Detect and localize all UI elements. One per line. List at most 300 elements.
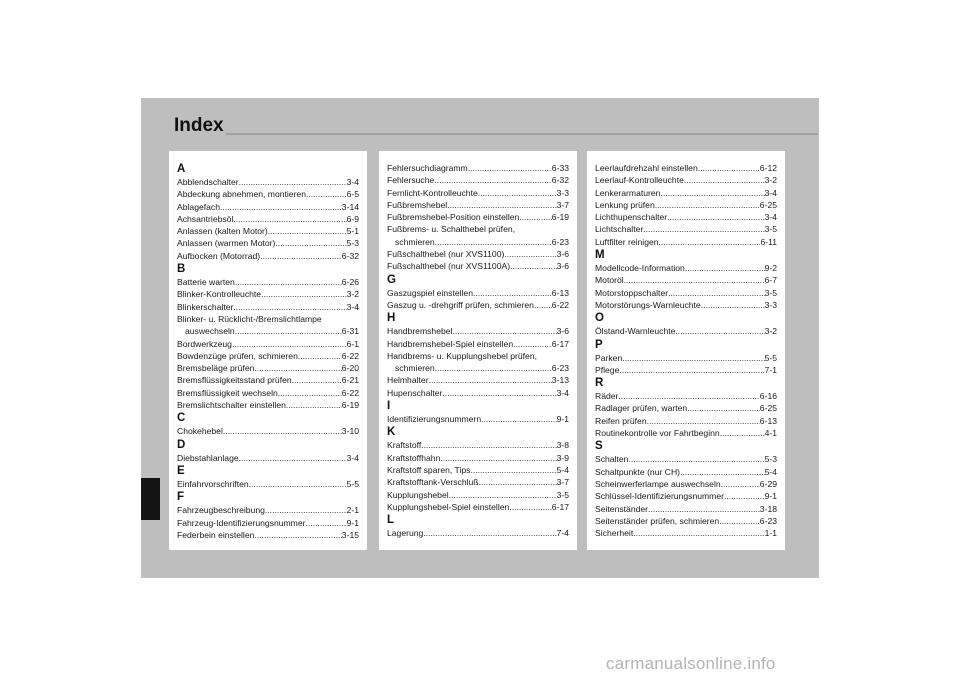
index-entry bbox=[387, 464, 569, 476]
dot-leader bbox=[429, 374, 552, 386]
section-letter: A bbox=[177, 163, 186, 175]
entry-text: Sicherheit bbox=[595, 528, 634, 539]
dot-leader bbox=[668, 287, 764, 299]
entry-text: Motorstörungs-Warnleuchte bbox=[595, 299, 701, 310]
dot-leader bbox=[618, 390, 759, 402]
dot-leader bbox=[286, 399, 342, 411]
index-entry bbox=[595, 466, 777, 478]
entry-text: Bowdenzüge prüfen, schmieren bbox=[177, 350, 298, 361]
entry-page: 3-6 bbox=[556, 261, 569, 272]
index-entry bbox=[387, 452, 569, 464]
entry-text: Ablagefach bbox=[177, 201, 221, 212]
dot-leader bbox=[504, 248, 556, 260]
index-entry bbox=[177, 338, 359, 350]
index-group bbox=[177, 412, 359, 437]
entry-text: Leerlaufdrehzahl einstellen bbox=[595, 163, 698, 173]
entry-page: 6-7 bbox=[764, 275, 777, 286]
entry-text: Kraftstoffhahn bbox=[387, 452, 441, 463]
entry-page: 3-4 bbox=[556, 387, 569, 398]
entry-text: Bremsflüssigkeit wechseln bbox=[177, 387, 278, 398]
entry-text: Fernlicht-Kontrolleuchte bbox=[387, 187, 478, 198]
entry-text: schmieren bbox=[395, 363, 435, 374]
index-entry bbox=[387, 501, 569, 513]
section-letter: G bbox=[387, 273, 396, 286]
entry-page: 6-13 bbox=[759, 415, 777, 426]
entry-page: 3-13 bbox=[551, 375, 569, 386]
dot-leader bbox=[435, 236, 552, 248]
entry-page: 6-22 bbox=[341, 350, 359, 361]
entry-page: 3-6 bbox=[556, 326, 569, 337]
section-letter: D bbox=[177, 438, 186, 451]
entry-text: Federbein einstellen bbox=[177, 529, 255, 540]
entry-text: Lagerung bbox=[387, 528, 424, 539]
index-entry bbox=[177, 387, 359, 399]
index-entry bbox=[595, 199, 777, 211]
index-entry bbox=[595, 478, 777, 490]
entry-page: 5-4 bbox=[764, 466, 777, 477]
section-letter: M bbox=[595, 249, 605, 262]
dot-leader bbox=[510, 260, 556, 272]
dot-leader bbox=[720, 427, 765, 439]
entry-page: 3-4 bbox=[764, 187, 777, 198]
index-entry bbox=[177, 250, 359, 262]
entry-page: 9-1 bbox=[556, 414, 569, 425]
entry-page: 6-32 bbox=[551, 175, 569, 186]
dot-leader bbox=[249, 478, 347, 490]
entry-text: Blinkerschalter bbox=[177, 301, 234, 312]
entry-page: 1-1 bbox=[764, 528, 777, 539]
entry-page: 3-15 bbox=[341, 529, 359, 540]
entry-page: 3-3 bbox=[556, 187, 569, 198]
entry-page: 5-4 bbox=[556, 464, 569, 475]
entry-page: 5-1 bbox=[346, 226, 359, 237]
entry-text: Lichthupenschalter bbox=[595, 212, 668, 223]
index-entry bbox=[387, 187, 569, 199]
entry-text: Bremslichtschalter einstellen bbox=[177, 400, 286, 411]
section-letter: S bbox=[595, 440, 603, 453]
entry-page: 3-9 bbox=[556, 452, 569, 463]
entry-page: 3-18 bbox=[759, 503, 777, 514]
dot-leader bbox=[534, 299, 552, 311]
entry-page: 6-19 bbox=[551, 212, 569, 223]
section-letter: K bbox=[387, 426, 396, 439]
entry-text: Fußbremshebel-Position einstellen bbox=[387, 212, 520, 223]
dot-leader bbox=[687, 402, 760, 414]
entry-page: 9-1 bbox=[346, 517, 359, 528]
index-entry bbox=[595, 187, 777, 199]
dot-leader bbox=[719, 515, 760, 527]
index-group bbox=[595, 162, 777, 248]
index-entry bbox=[595, 415, 777, 427]
dot-leader bbox=[278, 387, 342, 399]
entry-text: Gaszug u. -drehgriff prüfen, schmieren bbox=[387, 299, 534, 310]
entry-text: Ölstand-Warnleuchte bbox=[595, 326, 676, 337]
entry-text: Blinker-Kontrolleuchte bbox=[177, 289, 262, 300]
entry-page: 5-3 bbox=[346, 238, 359, 249]
entry-page: 6-22 bbox=[341, 387, 359, 398]
index-entry bbox=[387, 299, 569, 311]
entry-text: Reifen prüfen bbox=[595, 415, 647, 426]
index-entry bbox=[387, 260, 569, 272]
entry-text: Anlassen (kalten Motor) bbox=[177, 226, 268, 237]
entry-text: Diebstahlanlage bbox=[177, 452, 239, 463]
dot-leader bbox=[239, 176, 347, 188]
dot-leader bbox=[478, 187, 557, 199]
entry-text: Routinekontrolle vor Fahrtbeginn bbox=[595, 428, 720, 439]
entry-page: 3-5 bbox=[556, 489, 569, 500]
entry-text: Parken bbox=[595, 352, 623, 363]
dot-leader bbox=[268, 225, 347, 237]
entry-page: 5-3 bbox=[764, 454, 777, 465]
entry-text: Fahrzeugbeschreibung bbox=[177, 505, 265, 516]
entry-text: Handbremshebel bbox=[387, 326, 453, 337]
index-entry bbox=[387, 211, 569, 223]
dot-leader bbox=[434, 174, 552, 186]
entry-page: 6-23 bbox=[551, 363, 569, 374]
index-group bbox=[177, 163, 359, 262]
entry-page: 6-31 bbox=[341, 326, 359, 337]
index-entry bbox=[595, 325, 777, 337]
entry-text: Motoröl bbox=[595, 275, 624, 286]
index-group bbox=[595, 312, 777, 337]
dot-leader bbox=[509, 501, 551, 513]
title-rule bbox=[226, 133, 818, 135]
entry-text: Lenkerarmaturen bbox=[595, 187, 661, 198]
entry-page: 3-2 bbox=[346, 289, 359, 300]
index-entry bbox=[177, 237, 359, 249]
index-entry bbox=[595, 390, 777, 402]
dot-leader bbox=[619, 364, 764, 376]
index-entry bbox=[177, 452, 359, 464]
entry-page: 3-7 bbox=[556, 199, 569, 210]
dot-leader bbox=[622, 352, 764, 364]
entry-text: Anlassen (warmen Motor) bbox=[177, 238, 276, 249]
index-entry bbox=[177, 529, 359, 541]
entry-text: Bremsbeläge prüfen bbox=[177, 363, 255, 374]
dot-leader bbox=[235, 325, 342, 337]
section-letter: E bbox=[177, 464, 185, 477]
entry-text: Chokehebel bbox=[177, 426, 223, 437]
entry-text: Gaszugspiel einstellen bbox=[387, 287, 473, 298]
entry-text: Lenkung prüfen bbox=[595, 199, 655, 210]
entry-page: 6-33 bbox=[551, 163, 569, 173]
entry-page: 6-16 bbox=[759, 391, 777, 402]
section-letter: L bbox=[387, 514, 395, 527]
entry-text: Fußschalthebel (nur XVS1100A) bbox=[387, 261, 511, 272]
index-entry bbox=[387, 489, 569, 501]
index-entry bbox=[387, 174, 569, 186]
index-entry bbox=[387, 162, 569, 174]
dot-leader bbox=[447, 199, 556, 211]
entry-text: Leerlauf-Kontrolleuchte bbox=[595, 175, 684, 186]
index-entry bbox=[595, 174, 777, 186]
entry-text: Kraftstoff sparen, Tips bbox=[387, 464, 471, 475]
index-group bbox=[387, 426, 569, 513]
index-entry bbox=[595, 211, 777, 223]
index-group bbox=[177, 491, 359, 541]
entry-page: 6-21 bbox=[341, 375, 359, 386]
entry-text: Bordwerkzeug bbox=[177, 338, 232, 349]
entry-text: Fahrzeug-Identifizierungsnummer bbox=[177, 517, 306, 528]
entry-page: 3-4 bbox=[346, 177, 359, 187]
dot-leader bbox=[220, 201, 342, 213]
entry-page: 6-9 bbox=[346, 213, 359, 224]
entry-page: 3-2 bbox=[764, 175, 777, 186]
entry-text: Modellcode-Information bbox=[595, 263, 685, 274]
dot-leader bbox=[261, 288, 347, 300]
entry-page: 6-22 bbox=[551, 299, 569, 310]
index-entry bbox=[387, 236, 569, 248]
index-entry bbox=[387, 248, 569, 260]
entry-page: 6-11 bbox=[760, 236, 777, 247]
index-entry bbox=[595, 427, 777, 439]
dot-leader bbox=[298, 350, 342, 362]
entry-text: Abdeckung abnehmen, montieren bbox=[177, 189, 306, 200]
entry-page: 3-7 bbox=[556, 477, 569, 488]
dot-leader bbox=[667, 211, 764, 223]
entry-page: 6-19 bbox=[341, 400, 359, 411]
entry-text: Luftfilter reinigen bbox=[595, 236, 659, 247]
entry-text: Lichtschalter bbox=[595, 224, 644, 235]
entry-page: 7-1 bbox=[764, 364, 777, 375]
index-entry bbox=[177, 201, 359, 213]
dot-leader bbox=[473, 287, 552, 299]
dot-leader bbox=[648, 503, 760, 515]
index-entry bbox=[387, 439, 569, 451]
index-entry bbox=[387, 287, 569, 299]
index-entry bbox=[177, 478, 359, 490]
index-entry bbox=[387, 374, 569, 386]
index-entry bbox=[595, 453, 777, 465]
index-group bbox=[177, 439, 359, 464]
index-entry bbox=[177, 425, 359, 437]
entry-text: schmieren bbox=[395, 236, 435, 247]
page-title: Index bbox=[174, 115, 224, 136]
entry-text: Identifizierungsnummern bbox=[387, 414, 482, 425]
entry-page: 6-26 bbox=[341, 277, 359, 288]
index-entry bbox=[177, 213, 359, 225]
dot-leader bbox=[306, 517, 347, 529]
entry-page: 3-3 bbox=[764, 299, 777, 310]
index-entry bbox=[387, 387, 569, 399]
dot-leader bbox=[479, 476, 557, 488]
dot-leader bbox=[685, 262, 765, 274]
entry-text: Motorstoppschalter bbox=[595, 287, 669, 298]
entry-text: Fehlersuchdiagramm bbox=[387, 163, 468, 173]
dot-leader bbox=[440, 452, 556, 464]
entry-page: 6-12 bbox=[759, 163, 777, 173]
dot-leader bbox=[449, 489, 557, 501]
dot-leader bbox=[698, 162, 760, 174]
index-entry bbox=[595, 262, 777, 274]
entry-page: 3-10 bbox=[341, 426, 359, 437]
dot-leader bbox=[721, 478, 760, 490]
entry-text: Schalten bbox=[595, 454, 629, 465]
entry-page: 3-5 bbox=[764, 287, 777, 298]
index-entry bbox=[387, 413, 569, 425]
dot-leader bbox=[628, 453, 764, 465]
index-group bbox=[387, 400, 569, 425]
dot-leader bbox=[233, 213, 346, 225]
dot-leader bbox=[452, 325, 556, 337]
entry-text: Helmhalter bbox=[387, 375, 429, 386]
entry-page: 7-4 bbox=[556, 528, 569, 539]
index-entry bbox=[177, 225, 359, 237]
dot-leader bbox=[223, 425, 342, 437]
index-group bbox=[387, 312, 569, 399]
section-letter: O bbox=[595, 312, 604, 325]
index-entry bbox=[177, 301, 359, 313]
entry-page: 5-5 bbox=[764, 352, 777, 363]
index-entry bbox=[595, 503, 777, 515]
entry-page: 3-2 bbox=[764, 326, 777, 337]
entry-text: Einfahrvorschriften bbox=[177, 478, 249, 489]
chapter-tab-marker bbox=[141, 478, 160, 520]
index-entry bbox=[177, 374, 359, 386]
dot-leader bbox=[254, 529, 341, 541]
entry-text: Batterie warten bbox=[177, 277, 235, 288]
dot-leader bbox=[435, 362, 552, 374]
index-entry bbox=[595, 364, 777, 376]
entry-page: 3-14 bbox=[341, 201, 359, 212]
dot-leader bbox=[659, 236, 761, 248]
dot-leader bbox=[660, 187, 764, 199]
index-entry bbox=[177, 504, 359, 516]
entry-page: 4-1 bbox=[764, 428, 777, 439]
index-entry bbox=[177, 313, 359, 325]
index-entry bbox=[595, 402, 777, 414]
index-entry bbox=[387, 362, 569, 374]
dot-leader bbox=[701, 299, 765, 311]
index-entry bbox=[387, 223, 569, 235]
entry-text: Aufbocken (Motorrad) bbox=[177, 250, 261, 261]
entry-text: Fußschalthebel (nur XVS1100) bbox=[387, 249, 505, 260]
entry-text: Fußbremshebel bbox=[387, 199, 448, 210]
entry-page: 6-20 bbox=[341, 363, 359, 374]
entry-text: Achsantriebsöl bbox=[177, 213, 234, 224]
dot-leader bbox=[239, 452, 347, 464]
entry-page: 6-5 bbox=[346, 189, 359, 200]
index-entry bbox=[595, 236, 777, 248]
index-entry bbox=[177, 325, 359, 337]
dot-leader bbox=[265, 504, 347, 516]
dot-leader bbox=[684, 174, 765, 186]
dot-leader bbox=[633, 527, 764, 539]
entry-page: 6-23 bbox=[759, 515, 777, 526]
entry-text: Bremsflüssigkeitsstand prüfen bbox=[177, 375, 292, 386]
entry-text: Handbremshebel-Spiel einstellen bbox=[387, 338, 514, 349]
dot-leader bbox=[647, 415, 760, 427]
entry-text: Fehlersuche bbox=[387, 175, 435, 186]
entry-text: auswechseln bbox=[185, 326, 235, 337]
dot-leader bbox=[235, 276, 342, 288]
entry-text: Kupplungshebel bbox=[387, 489, 449, 500]
dot-leader bbox=[275, 237, 346, 249]
index-entry bbox=[387, 476, 569, 488]
entry-text: Kraftstofftank-Verschluß bbox=[387, 477, 479, 488]
index-entry bbox=[177, 399, 359, 411]
index-entry bbox=[387, 338, 569, 350]
index-entry bbox=[595, 527, 777, 539]
dot-leader bbox=[306, 188, 347, 200]
entry-page: 6-17 bbox=[551, 338, 569, 349]
index-entry bbox=[387, 350, 569, 362]
entry-page: 3-4 bbox=[346, 452, 359, 463]
entry-text: Schlüssel-Identifizierungsnummer bbox=[595, 491, 724, 502]
entry-page: 6-23 bbox=[551, 236, 569, 247]
entry-text: Seitenständer prüfen, schmieren bbox=[595, 515, 720, 526]
dot-leader bbox=[481, 413, 556, 425]
index-entry bbox=[177, 176, 359, 188]
entry-page: 6-32 bbox=[341, 250, 359, 261]
dot-leader bbox=[232, 338, 347, 350]
entry-text: Schaltpunkte (nur CH) bbox=[595, 466, 681, 477]
index-entry bbox=[387, 199, 569, 211]
index-entry bbox=[595, 490, 777, 502]
dot-leader bbox=[624, 274, 765, 286]
entry-text: Kraftstoff bbox=[387, 440, 422, 451]
entry-text: Seitenständer bbox=[595, 503, 649, 514]
dot-leader bbox=[724, 490, 765, 502]
index-entry bbox=[595, 223, 777, 235]
entry-page: 3-6 bbox=[556, 249, 569, 260]
section-letter: P bbox=[595, 338, 603, 351]
index-group bbox=[595, 339, 777, 377]
section-letter: R bbox=[595, 377, 604, 390]
index-group bbox=[177, 263, 359, 411]
index-entry bbox=[177, 362, 359, 374]
index-column-2 bbox=[379, 151, 577, 550]
entry-page: 6-13 bbox=[551, 287, 569, 298]
index-entry bbox=[595, 515, 777, 527]
entry-page: 3-5 bbox=[764, 224, 777, 235]
entry-page: 2-1 bbox=[346, 505, 359, 516]
section-letter: I bbox=[387, 400, 391, 413]
entry-text: Kupplungshebel-Spiel einstellen bbox=[387, 501, 510, 512]
entry-page: 3-4 bbox=[346, 301, 359, 312]
entry-page: 6-1 bbox=[346, 338, 359, 349]
entry-page: 6-17 bbox=[551, 501, 569, 512]
dot-leader bbox=[675, 325, 764, 337]
index-entry bbox=[595, 274, 777, 286]
dot-leader bbox=[470, 464, 556, 476]
index-group bbox=[387, 162, 569, 273]
index-column-3 bbox=[587, 151, 785, 550]
dot-leader bbox=[423, 527, 556, 539]
index-entry bbox=[177, 188, 359, 200]
dot-leader bbox=[655, 199, 760, 211]
dot-leader bbox=[513, 338, 552, 350]
section-letter: H bbox=[387, 312, 396, 325]
entry-text: Pflege bbox=[595, 364, 620, 375]
index-entry bbox=[595, 162, 777, 174]
index-column-1 bbox=[169, 151, 367, 550]
index-entry bbox=[595, 287, 777, 299]
index-entry bbox=[595, 352, 777, 364]
entry-page: 6-25 bbox=[759, 199, 777, 210]
dot-leader bbox=[643, 223, 764, 235]
index-entry bbox=[177, 517, 359, 529]
dot-leader bbox=[233, 301, 346, 313]
section-letter: F bbox=[177, 491, 185, 504]
dot-leader bbox=[442, 387, 556, 399]
index-entry bbox=[387, 527, 569, 539]
entry-text: Räder bbox=[595, 391, 619, 402]
entry-page: 6-25 bbox=[759, 403, 777, 414]
index-entry bbox=[387, 325, 569, 337]
entry-page: 3-4 bbox=[764, 212, 777, 223]
index-group bbox=[387, 514, 569, 539]
